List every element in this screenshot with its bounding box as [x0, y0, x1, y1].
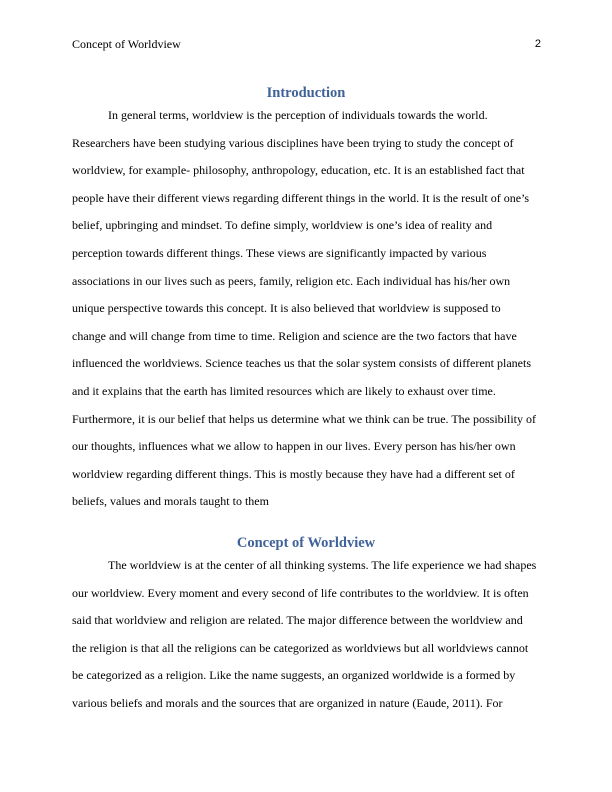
paragraph-line: unique perspective towards this concept. It is also believed that worldview is supposed to: [72, 301, 501, 316]
paragraph-line: Researchers have been studying various disciplines have been trying to study the concept of: [72, 135, 514, 150]
section-heading-introduction: Introduction: [266, 85, 346, 101]
paragraph-line: The worldview is at the center of all thinking systems. The life experience we had shapes: [108, 558, 537, 572]
section-heading-concept-of-worldview: Concept of Worldview: [236, 535, 376, 551]
paragraph-line: beliefs, values and morals taught to them: [72, 494, 269, 509]
paragraph-line: various beliefs and morals and the sources that are organized in nature (Eaude, 2011). For: [72, 696, 503, 710]
paragraph-line: our thoughts, influences what we allow to happen in our lives. Every person has his/her own: [72, 439, 516, 454]
paragraph-line: the religion is that all the religions can be categorized as worldviews but all worldviews cannot: [72, 640, 529, 655]
paragraph-line: In general terms, worldview is the perception of individuals towards the world.: [108, 108, 488, 122]
paragraph-line: our worldview. Every moment and every second of life contributes to the worldview. It is often: [72, 585, 529, 600]
paragraph-line: associations in our lives such as peers, family, religion etc. Each individual has his/her own: [72, 273, 511, 288]
paragraph-line: worldview regarding different things. This is mostly because they have had a different set of: [72, 466, 515, 481]
paragraph-line: worldview, for example- philosophy, anthropology, education, etc. It is an established fact that: [72, 163, 525, 178]
paragraph-line: perception towards different things. These views are significantly impacted by various: [72, 246, 487, 260]
page-number: 2: [534, 38, 541, 50]
paragraph-line: said that worldview and religion are related. The major difference between the worldview and: [72, 613, 523, 628]
paragraph-line: people have their different views regarding different things in the world. It is the result of one’s: [72, 190, 530, 205]
paragraph-line: Furthermore, it is our belief that helps us determine what we think can be true. The possibility of: [72, 411, 537, 426]
paragraph-line: influenced the worldviews. Science teaches us that the solar system consists of different planets: [72, 356, 531, 371]
paragraph-line: be categorized as a religion. Like the name suggests, an organized worldwide is a formed by: [72, 668, 516, 683]
paragraph-line: belief, upbringing and mindset. To define simply, worldview is one’s idea of reality and: [72, 218, 493, 233]
paragraph-line: and it explains that the earth has limited resources which are likely to exhaust over time.: [72, 384, 496, 398]
paragraph-line: change and will change from time to time. Religion and science are the two factors that have: [72, 328, 517, 343]
running-header-title: Concept of Worldview: [72, 37, 181, 51]
